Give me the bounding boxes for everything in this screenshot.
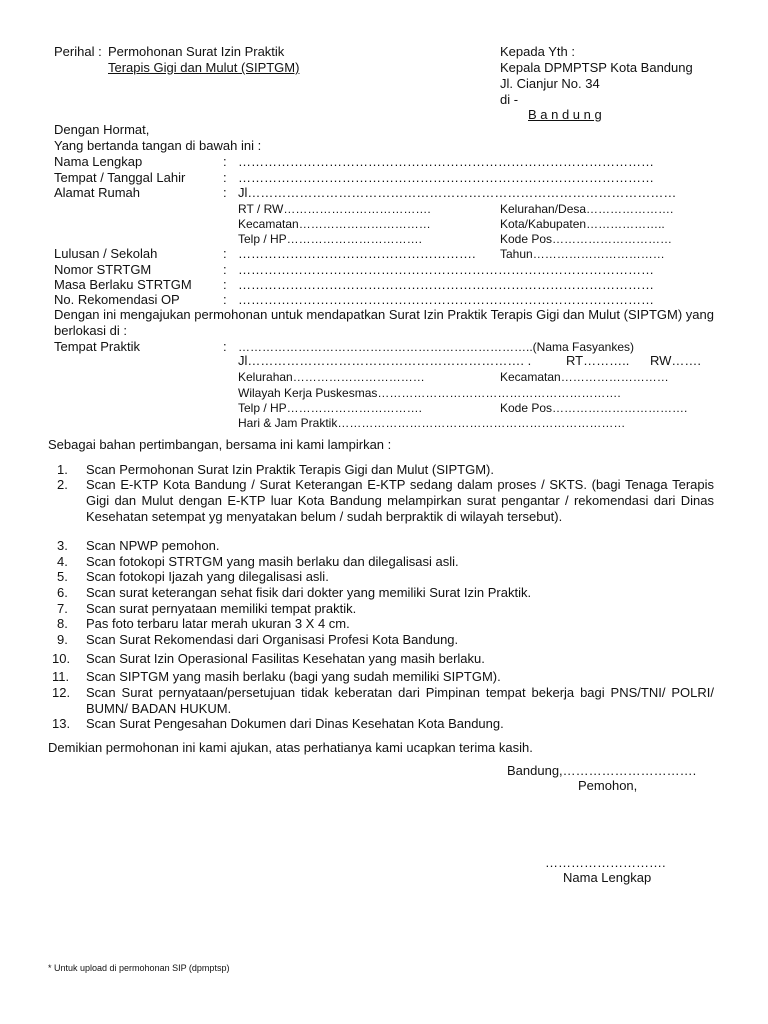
list-item: Scan E-KTP Kota Bandung / Surat Keterangan E-KTP sedang dalam proses / SKTS. (bagi Tenaga Terapis Gigi dan Mulut dengan E-KTP luar Kota Bandung melampirkan surat pengantar / rekomendasi dari Dinas Kesehatan setempat yg menyatakan belum / sudah berpraktik di wilayah tersebut). (86, 477, 714, 524)
perihal-label: Perihal : (54, 44, 102, 59)
recipient-title: Kepala DPMPTSP Kota Bandung (500, 60, 693, 75)
field-kelurahan: Kelurahan/Desa…………………. (500, 202, 674, 216)
list-item: Scan fotokopi Ijazah yang dilegalisasi asli. (86, 569, 329, 584)
recipient-address: Jl. Cianjur No. 34 (500, 76, 600, 91)
field-colon: : (223, 262, 227, 277)
field-colon: : (223, 246, 227, 261)
field-praktik-jl: Jl………………………………………………………. . (238, 353, 532, 368)
field-value-ttl: …………………………………………………………………………………… (238, 170, 654, 185)
list-item-number: 7. (57, 601, 68, 616)
field-label-alamat: Alamat Rumah (54, 185, 140, 200)
list-item-number: 13. (52, 716, 71, 731)
field-tahun: Tahun…………………………… (500, 247, 665, 261)
list-item-number: 9. (57, 632, 68, 647)
kepada-yth: Kepada Yth : (500, 44, 575, 59)
field-colon: : (223, 154, 227, 169)
field-telp: Telp / HP……………………………. (238, 232, 423, 246)
field-value-nomor-strtgm: …………………………………………………………………………………… (238, 262, 654, 277)
place-date: Bandung,…………………………. (507, 763, 697, 778)
perihal-line2: Terapis Gigi dan Mulut (SIPTGM) (108, 60, 300, 75)
footnote: * Untuk upload di permohonan SIP (dpmptsp) (48, 963, 230, 973)
field-praktik-telp: Telp / HP……………………………. (238, 401, 423, 415)
field-colon: : (223, 277, 227, 292)
field-nama-fasyankes: ………………………………………………………………..(Nama Fasyankes) (238, 340, 635, 354)
field-label-tempat-praktik: Tempat Praktik (54, 339, 140, 354)
list-item: Scan Surat Izin Operasional Fasilitas Kesehatan yang masih berlaku. (86, 651, 485, 666)
list-item: Scan surat pernyataan memiliki tempat praktik. (86, 601, 357, 616)
recipient-city: B a n d u n g (528, 107, 602, 122)
field-value-alamat: Jl……………………………………………………………………………………… (238, 185, 677, 200)
lampiran-intro: Sebagai bahan pertimbangan, bersama ini kami lampirkan : (48, 437, 392, 452)
signature-name: Nama Lengkap (563, 870, 652, 885)
field-label-masa-berlaku: Masa Berlaku STRTGM (54, 277, 192, 292)
intro-text: Yang bertanda tangan di bawah ini : (54, 138, 262, 153)
field-label-nomor-strtgm: Nomor STRTGM (54, 262, 152, 277)
list-item-number: 1. (57, 462, 68, 477)
closing-text: Demikian permohonan ini kami ajukan, atas perhatianya kami ucapkan terima kasih. (48, 740, 533, 755)
field-kecamatan: Kecamatan…………………………… (238, 217, 431, 231)
field-value-nama: …………………………………………………………………………………… (238, 154, 654, 169)
list-item: Scan fotokopi STRTGM yang masih berlaku dan dilegalisasi asli. (86, 554, 459, 569)
list-item: Scan Permohonan Surat Izin Praktik Terapis Gigi dan Mulut (SIPTGM). (86, 462, 494, 477)
list-item-number: 8. (57, 616, 68, 631)
list-item-number: 4. (57, 554, 68, 569)
field-kode-pos: Kode Pos………………………… (500, 232, 673, 246)
list-item-number: 2. (57, 477, 68, 492)
list-item-number: 11. (52, 669, 70, 684)
recipient-di: di - (500, 92, 519, 107)
field-value-lulusan: ………………………………………………. (238, 246, 476, 261)
field-colon: : (223, 292, 227, 307)
perihal-line1: Permohonan Surat Izin Praktik (108, 44, 285, 59)
field-praktik-kecamatan: Kecamatan……………………… (500, 370, 669, 384)
field-colon: : (223, 170, 227, 185)
field-label-nama: Nama Lengkap (54, 154, 143, 169)
list-item-number: 5. (57, 569, 68, 584)
list-item-number: 10. (52, 651, 71, 666)
field-label-ttl: Tempat / Tanggal Lahir (54, 170, 186, 185)
list-item: Pas foto terbaru latar merah ukuran 3 X 4 cm. (86, 616, 350, 631)
list-item: Scan Surat Pengesahan Dokumen dari Dinas Kesehatan Kota Bandung. (86, 716, 504, 731)
field-colon: : (223, 339, 227, 354)
list-item-number: 6. (57, 585, 68, 600)
request-text: Dengan ini mengajukan permohonan untuk mendapatkan Surat Izin Praktik Terapis Gigi dan Mulut (SIPTGM) yang berlokasi di : (54, 307, 714, 338)
list-item: Scan SIPTGM yang masih berlaku (bagi yang sudah memiliki SIPTGM). (86, 669, 501, 684)
field-praktik-wilayah: Wilayah Kerja Puskesmas……………………………………………………. (238, 386, 621, 400)
field-praktik-kode-pos: Kode Pos……………………………. (500, 401, 688, 415)
field-rt-rw: RT / RW………………………………. (238, 202, 431, 216)
list-item: Scan Surat Rekomendasi dari Organisasi Profesi Kota Bandung. (86, 632, 459, 647)
field-praktik-hari-jam: Hari & Jam Praktik……………………………………………………………… (238, 416, 626, 430)
list-item-number: 12. (52, 685, 71, 700)
list-item: Scan surat keterangan sehat fisik dari dokter yang memiliki Surat Izin Praktik. (86, 585, 532, 600)
list-item-number: 3. (57, 538, 68, 553)
pemohon-label: Pemohon, (578, 778, 638, 793)
field-praktik-kelurahan: Kelurahan…………………………… (238, 370, 425, 384)
field-colon: : (223, 185, 227, 200)
greeting: Dengan Hormat, (54, 122, 150, 137)
field-praktik-rw: RW……. (650, 353, 702, 368)
list-item: Scan NPWP pemohon. (86, 538, 220, 553)
field-value-masa-berlaku: …………………………………………………………………………………… (238, 277, 654, 292)
field-value-rekomendasi: …………………………………………………………………………………… (238, 292, 654, 307)
list-item: Scan Surat pernyataan/persetujuan tidak keberatan dari Pimpinan tempat bekerja bagi PNS/TNI/ POLRI/ BUMN/ BADAN HUKUM. (86, 685, 714, 716)
field-kota-kabupaten: Kota/Kabupaten……………….. (500, 217, 665, 231)
signature-line: ………………………. (545, 855, 666, 870)
field-praktik-rt: RT……….. (566, 353, 630, 368)
field-label-lulusan: Lulusan / Sekolah (54, 246, 158, 261)
field-label-rekomendasi: No. Rekomendasi OP (54, 292, 180, 307)
